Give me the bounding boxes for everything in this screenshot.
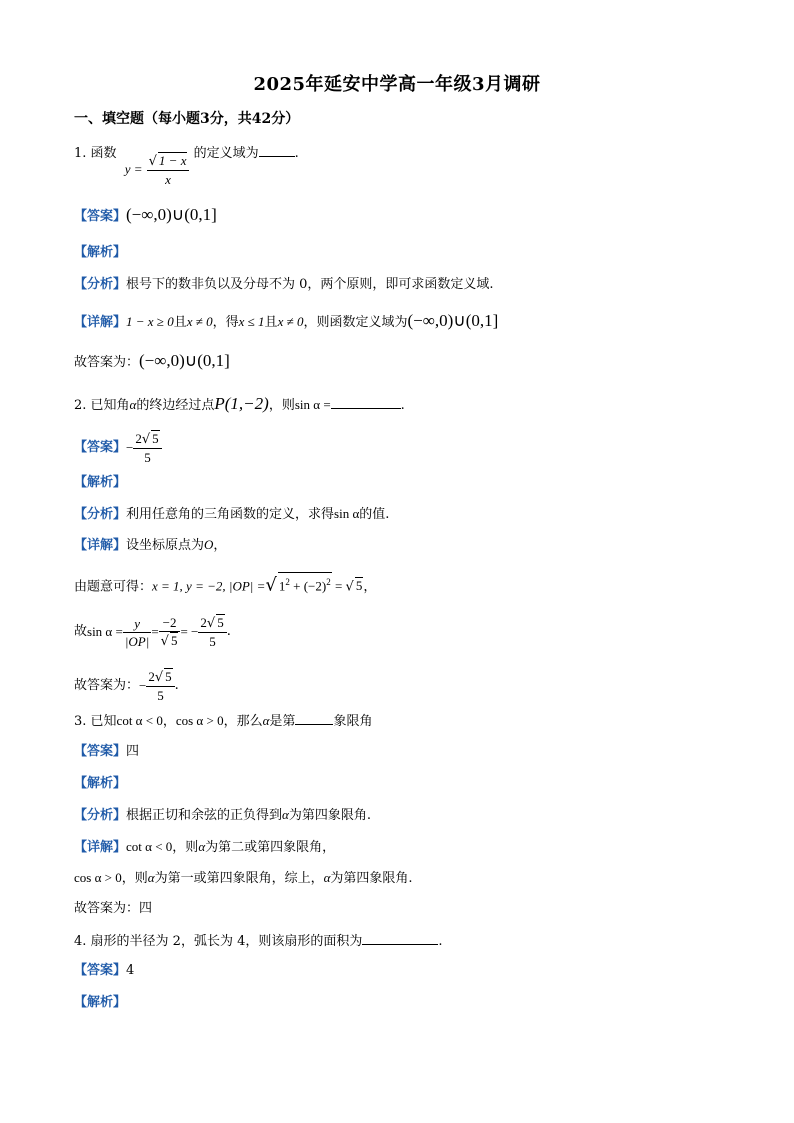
q3-stem-d: 象限角 — [333, 714, 373, 729]
detail-tag: 【详解】 — [74, 315, 127, 330]
q2-answer-den: 5 — [144, 450, 151, 465]
q1-number: 1. 函数 — [74, 146, 117, 161]
q2-stem — [74, 395, 405, 415]
q1-answer — [74, 206, 217, 226]
q2-final-num-a: 2 — [148, 669, 155, 684]
q1-final-value: (−∞,0)∪(0,1] — [139, 351, 230, 370]
q2-line2-in-b: + (−2) — [289, 578, 327, 594]
q2-line2-expr: x = 1, y = −2, |OP| = — [152, 578, 266, 594]
q2-point: P(1,−2) — [214, 394, 269, 413]
q2-final-label: 故答案为： — [74, 678, 140, 693]
q1-final — [74, 352, 230, 372]
q2-fenxi — [74, 505, 389, 524]
q3-alpha: α — [262, 713, 270, 728]
q2-line3-f3-num-b: 5 — [217, 615, 224, 630]
q3-detail-alpha: α — [198, 839, 206, 854]
q2-final-end: . — [174, 678, 179, 693]
q3-blank — [295, 712, 333, 725]
analysis-tag: 【解析】 — [74, 995, 127, 1010]
analysis-tag: 【解析】 — [74, 776, 127, 791]
q3-line2 — [74, 869, 413, 888]
q2-line3-end: . — [226, 624, 231, 639]
answer-tag: 【答案】 — [74, 209, 127, 224]
q1-func-num: 1 − x — [158, 152, 187, 168]
answer-tag: 【答案】 — [74, 744, 127, 759]
q3-line2-alpha2: α — [323, 870, 331, 885]
q1-fenxi-text: 根号下的数非负以及分母不为 0，两个原则，即可求函数定义域. — [126, 277, 494, 292]
q3-answer-value: 四 — [126, 744, 140, 759]
sqrt-icon: √ — [160, 634, 169, 649]
q3-cos-expr: cos α > 0 — [175, 713, 224, 728]
q1-detail-ineq2: x ≠ 0 — [186, 314, 213, 329]
q1-detail-and2: 且 — [264, 315, 278, 330]
q2-blank — [331, 396, 401, 409]
q2-line3 — [74, 614, 231, 650]
q1-func-den: x — [165, 171, 171, 187]
q2-line3-f1-num: y — [123, 615, 151, 633]
answer-tag: 【答案】 — [74, 440, 127, 455]
q1-stem-tail: 的定义域为 — [193, 146, 259, 161]
page-title: 2025年延安中学高一年级3月调研 — [253, 74, 541, 95]
q2-detail-text: 设坐标原点为 — [126, 538, 205, 553]
q4-stem — [74, 932, 442, 951]
q3-final-value: 四 — [139, 901, 153, 916]
q2-line3-f3-den: 5 — [209, 634, 216, 649]
sqrt-icon: √ — [206, 616, 216, 631]
q4-analysis — [74, 994, 126, 1012]
q2-line2-in-a: 1 — [278, 578, 286, 594]
fenxi-tag: 【分析】 — [74, 507, 127, 522]
q1-detail-and1: 且 — [173, 315, 187, 330]
sqrt-icon: √ — [345, 579, 354, 595]
q3-stem-a: 3. 已知 — [74, 714, 117, 729]
q1-stem-end: . — [294, 146, 299, 161]
sqrt-icon: √ — [148, 153, 157, 169]
q1-detail-ineq3: x ≤ 1 — [238, 314, 265, 329]
q1-detail — [74, 312, 498, 332]
q2-answer-fraction — [133, 430, 161, 466]
q1-blank — [259, 144, 295, 157]
q1-detail-domain: (−∞,0)∪(0,1] — [407, 311, 499, 330]
q2-line3-eq2: = − — [180, 624, 199, 639]
q2-answer-num-b: 5 — [152, 431, 159, 446]
q3-detail — [74, 838, 335, 857]
q2-line3-eq: = — [151, 624, 159, 639]
q3-fenxi-alpha: α — [282, 807, 289, 822]
q2-final — [74, 668, 179, 704]
q3-line2-alpha1: α — [147, 870, 155, 885]
q2-answer-num-a: 2 — [135, 431, 142, 446]
q3-stem-b: ，那么 — [223, 714, 263, 729]
q3-stem — [74, 712, 372, 731]
sqrt-icon: √ — [141, 432, 151, 447]
q3-line2-result: 为第四象限角. — [330, 871, 413, 886]
q2-final-den: 5 — [157, 688, 164, 703]
q3-fenxi — [74, 806, 371, 825]
detail-tag: 【详解】 — [74, 538, 127, 553]
q1-detail-get: ，得 — [212, 315, 239, 330]
q2-fenxi-expr: sin α — [334, 506, 360, 521]
fenxi-tag: 【分析】 — [74, 808, 127, 823]
q2-analysis — [74, 474, 126, 492]
q4-blank — [362, 932, 438, 945]
sqrt-icon: √ — [154, 670, 164, 685]
q1-stem — [74, 144, 299, 188]
q3-analysis — [74, 775, 126, 793]
q1-fraction — [147, 152, 190, 188]
q2-line3-frac1 — [123, 615, 151, 650]
q2-line2: 由题意可得：x = 1, y = −2, |OP| =√ $1^2 + (-2)^2$ = √ 5， — [74, 572, 376, 596]
q1-func-lhs: y = — [124, 161, 143, 176]
q3-cot-expr: cot α < 0 — [116, 713, 163, 728]
q2-fenxi-tail: 的值. — [359, 507, 390, 522]
q3-fenxi-a: 根据正切和余弦的正负得到 — [126, 808, 283, 823]
q3-line2-cos: cos α > 0 — [74, 870, 122, 885]
q3-line2-quadrant: 为第一或第四象限角，综上， — [154, 871, 324, 886]
q2-line2-res: 5 — [355, 578, 363, 594]
q2-final-fraction — [146, 668, 174, 704]
q2-line3-f3-num-a: 2 — [200, 615, 207, 630]
q2-stem-b: 的终边经过点 — [136, 398, 215, 413]
q2-line3-sin: sin α = — [87, 624, 123, 639]
q2-line2-label: 由题意可得： — [74, 579, 153, 595]
q4-stem-text: 4. 扇形的半径为 2，弧长为 4，则该扇形的面积为 — [74, 934, 363, 949]
q2-alpha: α — [129, 397, 137, 412]
q2-sin-expr: sin α = — [294, 397, 331, 412]
q3-answer — [74, 743, 139, 761]
q4-answer-value: 4 — [126, 963, 135, 978]
q2-line3-f1-den: |OP| — [124, 633, 150, 649]
analysis-tag: 【解析】 — [74, 475, 127, 490]
q2-line2-end: ， — [363, 579, 377, 595]
q1-fenxi — [74, 276, 494, 294]
q3-comma: ， — [162, 714, 176, 729]
q3-final-label: 故答案为： — [74, 901, 140, 916]
q2-line3-label: 故 — [74, 624, 88, 639]
q3-stem-c: 是第 — [269, 714, 296, 729]
q4-answer — [74, 962, 134, 980]
q3-line2-then: ，则 — [121, 871, 148, 886]
answer-tag: 【答案】 — [74, 963, 127, 978]
q2-answer-sign: − — [126, 440, 134, 455]
q3-final — [74, 900, 152, 918]
q2-final-num-b: 5 — [165, 669, 172, 684]
analysis-tag: 【解析】 — [74, 245, 127, 260]
q1-detail-ineq1: 1 − x ≥ 0 — [126, 314, 174, 329]
q3-fenxi-b: 为第四象限角. — [288, 808, 371, 823]
q2-stem-a: 2. 已知角 — [74, 398, 130, 413]
sqrt-icon: √ — [265, 574, 277, 596]
q1-answer-value: (−∞,0)∪(0,1] — [126, 205, 217, 224]
q2-detail — [74, 536, 226, 555]
q2-fenxi-text: 利用任意角的三角函数的定义，求得 — [126, 507, 335, 522]
q2-detail-origin: O — [204, 537, 214, 552]
q3-detail-quadrant: 为第二或第四象限角， — [205, 840, 336, 855]
q2-final-sign: − — [139, 678, 147, 693]
q1-detail-then: ，则函数定义域为 — [303, 315, 408, 330]
q3-detail-cot: cot α < 0 — [126, 839, 173, 854]
q2-line3-frac2 — [159, 614, 181, 650]
q2-answer — [74, 430, 162, 466]
q2-stem-end: . — [400, 398, 405, 413]
section-heading: 一、填空题（每小题3分，共42分） — [74, 111, 300, 127]
q1-detail-ineq4: x ≠ 0 — [277, 314, 304, 329]
q3-detail-then: ，则 — [172, 840, 199, 855]
q2-line3-f2-num: −2 — [159, 614, 181, 632]
q1-final-label: 故答案为： — [74, 355, 140, 370]
q1-analysis — [74, 244, 126, 262]
detail-tag: 【详解】 — [74, 840, 127, 855]
q2-line2-eq: = — [331, 578, 346, 594]
q2-line3-frac3 — [198, 614, 226, 650]
q2-stem-c: ，则 — [268, 398, 295, 413]
q2-detail-comma: ， — [213, 538, 227, 553]
q4-stem-end: . — [438, 934, 443, 949]
q2-line3-f2-den: 5 — [170, 633, 178, 648]
fenxi-tag: 【分析】 — [74, 277, 127, 292]
